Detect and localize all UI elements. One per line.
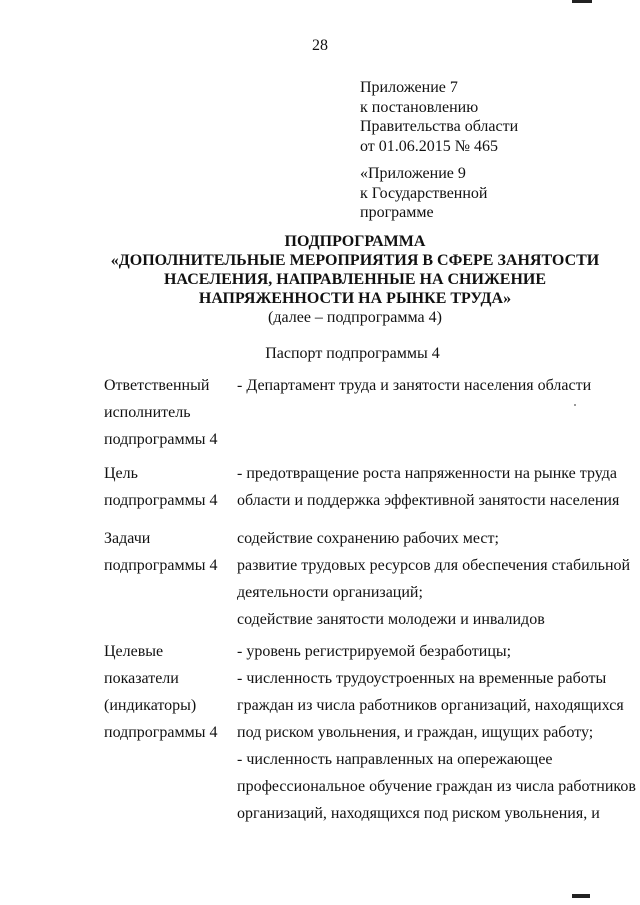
appendix-7-line: к постановлению — [360, 98, 479, 116]
value-line: граждан из числа работников организаций, находящихся — [237, 697, 624, 714]
value-line: содействие занятости молодежи и инвалидов — [237, 611, 545, 628]
passport-heading: Паспорт подпрограммы 4 — [265, 345, 440, 362]
passport-row-label — [104, 525, 229, 579]
appendix-9-line: программе — [360, 204, 434, 221]
title-name-line: «ДОПОЛНИТЕЛЬНЫЕ МЕРОПРИЯТИЯ В СФЕРЕ ЗАНЯТОСТИ — [110, 252, 600, 269]
label-line: исполнитель — [104, 404, 191, 421]
appendix-7-line: Приложение 7 — [360, 79, 458, 96]
scan-mark-bottom — [572, 894, 590, 898]
appendix-7-block — [360, 78, 518, 156]
title-name-line: НАСЕЛЕНИЯ, НАПРАВЛЕННЫЕ НА СНИЖЕНИЕ — [163, 271, 546, 288]
appendix-9-line: к Государственной — [360, 184, 488, 202]
label-line: Целевые — [104, 643, 164, 660]
value-line: - численность направленных на опережающее — [237, 751, 553, 768]
label-line: подпрограммы 4 — [104, 492, 218, 509]
appendix-7-line: от 01.06.2015 № 465 — [360, 137, 499, 155]
passport-row-label — [104, 638, 229, 746]
value-line: области и поддержка эффективной занятости населения — [237, 492, 620, 509]
appendix-7-line: Правительства области — [360, 118, 519, 135]
appendix-9-line: «Приложение 9 — [360, 165, 466, 182]
value-line: под риском увольнения, и граждан, ищущих работу; — [237, 724, 594, 741]
subprogram-title — [0, 232, 640, 327]
passport-row-value — [237, 460, 627, 514]
title-note: (далее – подпрограмма 4) — [268, 309, 442, 326]
label-line: подпрограммы 4 — [104, 431, 218, 448]
page-number: 28 — [312, 37, 328, 54]
label-line: Цель — [104, 465, 138, 482]
passport-row-value — [237, 372, 627, 399]
passport-row-label — [104, 372, 229, 453]
value-line: организаций, находящихся под риском увольнения, и — [237, 805, 600, 822]
value-line: развитие трудовых ресурсов для обеспечения стабильной — [237, 557, 631, 574]
label-line: подпрограммы 4 — [104, 724, 218, 741]
label-line: показатели — [104, 670, 179, 687]
appendix-9-block — [360, 164, 487, 223]
value-line: - уровень регистрируемой безработицы; — [237, 643, 512, 660]
value-line: деятельности организаций; — [237, 584, 423, 601]
scan-speck — [574, 404, 576, 406]
scan-mark-top — [572, 0, 592, 3]
label-line: Ответственный — [104, 377, 210, 394]
label-line: подпрограммы 4 — [104, 557, 218, 574]
value-line: - предотвращение роста напряженности на рынке труда — [237, 465, 617, 482]
passport-row-value — [237, 638, 636, 827]
value-line: - численность трудоустроенных на временные работы — [237, 670, 607, 687]
title-heading: ПОДПРОГРАММА — [284, 233, 426, 250]
title-name-line: НАПРЯЖЕННОСТИ НА РЫНКЕ ТРУДА» — [198, 290, 512, 307]
label-line: (индикаторы) — [104, 697, 197, 714]
passport-row-label — [104, 460, 229, 514]
value-line: содействие сохранению рабочих мест; — [237, 530, 499, 547]
label-line: Задачи — [104, 530, 151, 547]
passport-row-value — [237, 525, 631, 633]
value-line: - Департамент труда и занятости населения области — [237, 377, 592, 394]
value-line: профессиональное обучение граждан из числа работников — [237, 778, 636, 795]
